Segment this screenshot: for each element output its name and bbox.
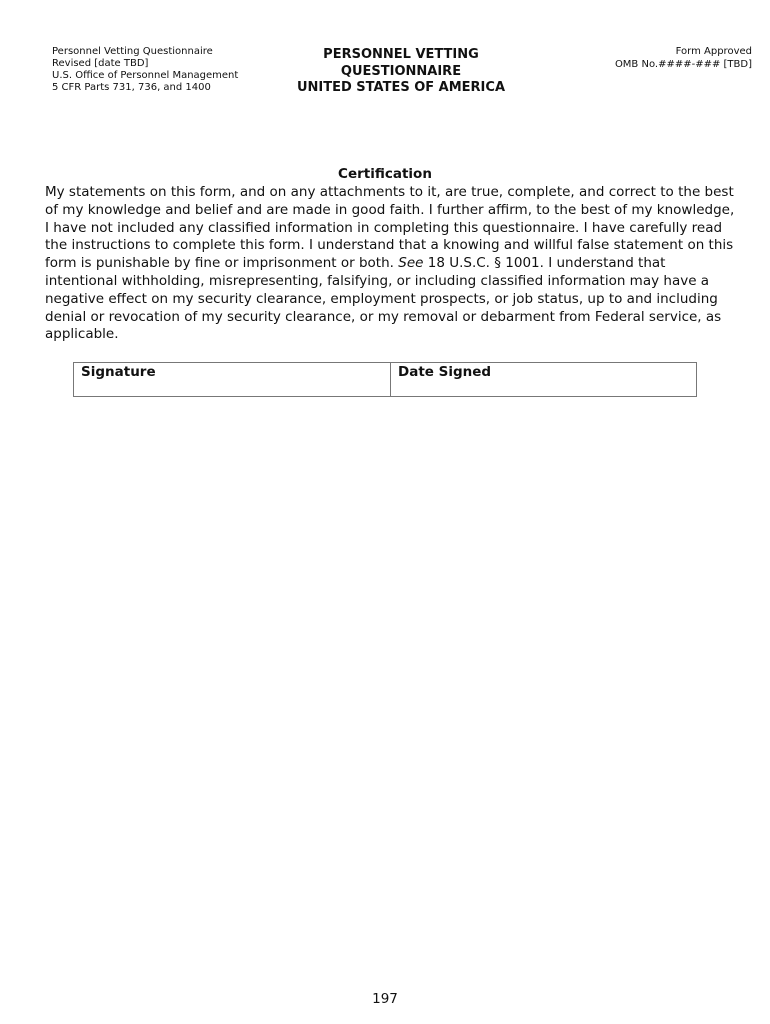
form-approved-label: Form Approved [675,46,752,57]
document-title [250,47,552,97]
form-name: Personnel Vetting Questionnaire [52,46,213,57]
cfr-reference: 5 CFR Parts 731, 736, and 1400 [52,82,211,93]
signature-cell[interactable] [74,363,391,396]
certification-text-part-1: My statements on this form, and on any attachments to it, are true, complete, and correct to the best of my knowledge and belief and are made in good faith. I further affirm, to the best of my knowledge, I have not included any classified information in completing this questionnaire. I have carefully read the instructions to complete this form. I understand that a knowing and willful false statement on this form is punishable by fine or imprisonment or both. [45,184,735,272]
certification-text-part-2: 18 U.S.C. § 1001. I understand that intentional withholding, misrepresenting, falsifying, or including classified information may have a negative effect on my security clearance, employment prospects, or job status, up to and including denial or revocation of my security clearance, or my removal or debarment from Federal service, as applicable. [45,255,722,343]
date-signed-label: Date Signed [398,364,492,380]
date-signed-cell[interactable] [391,363,696,396]
certification-statement [45,184,735,344]
title-line-2: QUESTIONNAIRE [340,63,462,79]
signature-table [73,362,697,397]
page-number: 197 [372,991,398,1007]
issuing-agency: U.S. Office of Personnel Management [52,70,239,81]
see-reference: See [398,255,424,272]
header-left-block [52,46,238,94]
title-line-3: UNITED STATES OF AMERICA [296,80,506,95]
title-line-1: PERSONNEL VETTING [323,47,479,62]
signature-label: Signature [81,364,156,380]
header-right-block [615,46,752,71]
certification-heading: Certification [338,166,432,182]
revision-date: Revised [date TBD] [52,58,149,69]
omb-number: OMB No.####-### [TBD] [614,58,752,70]
